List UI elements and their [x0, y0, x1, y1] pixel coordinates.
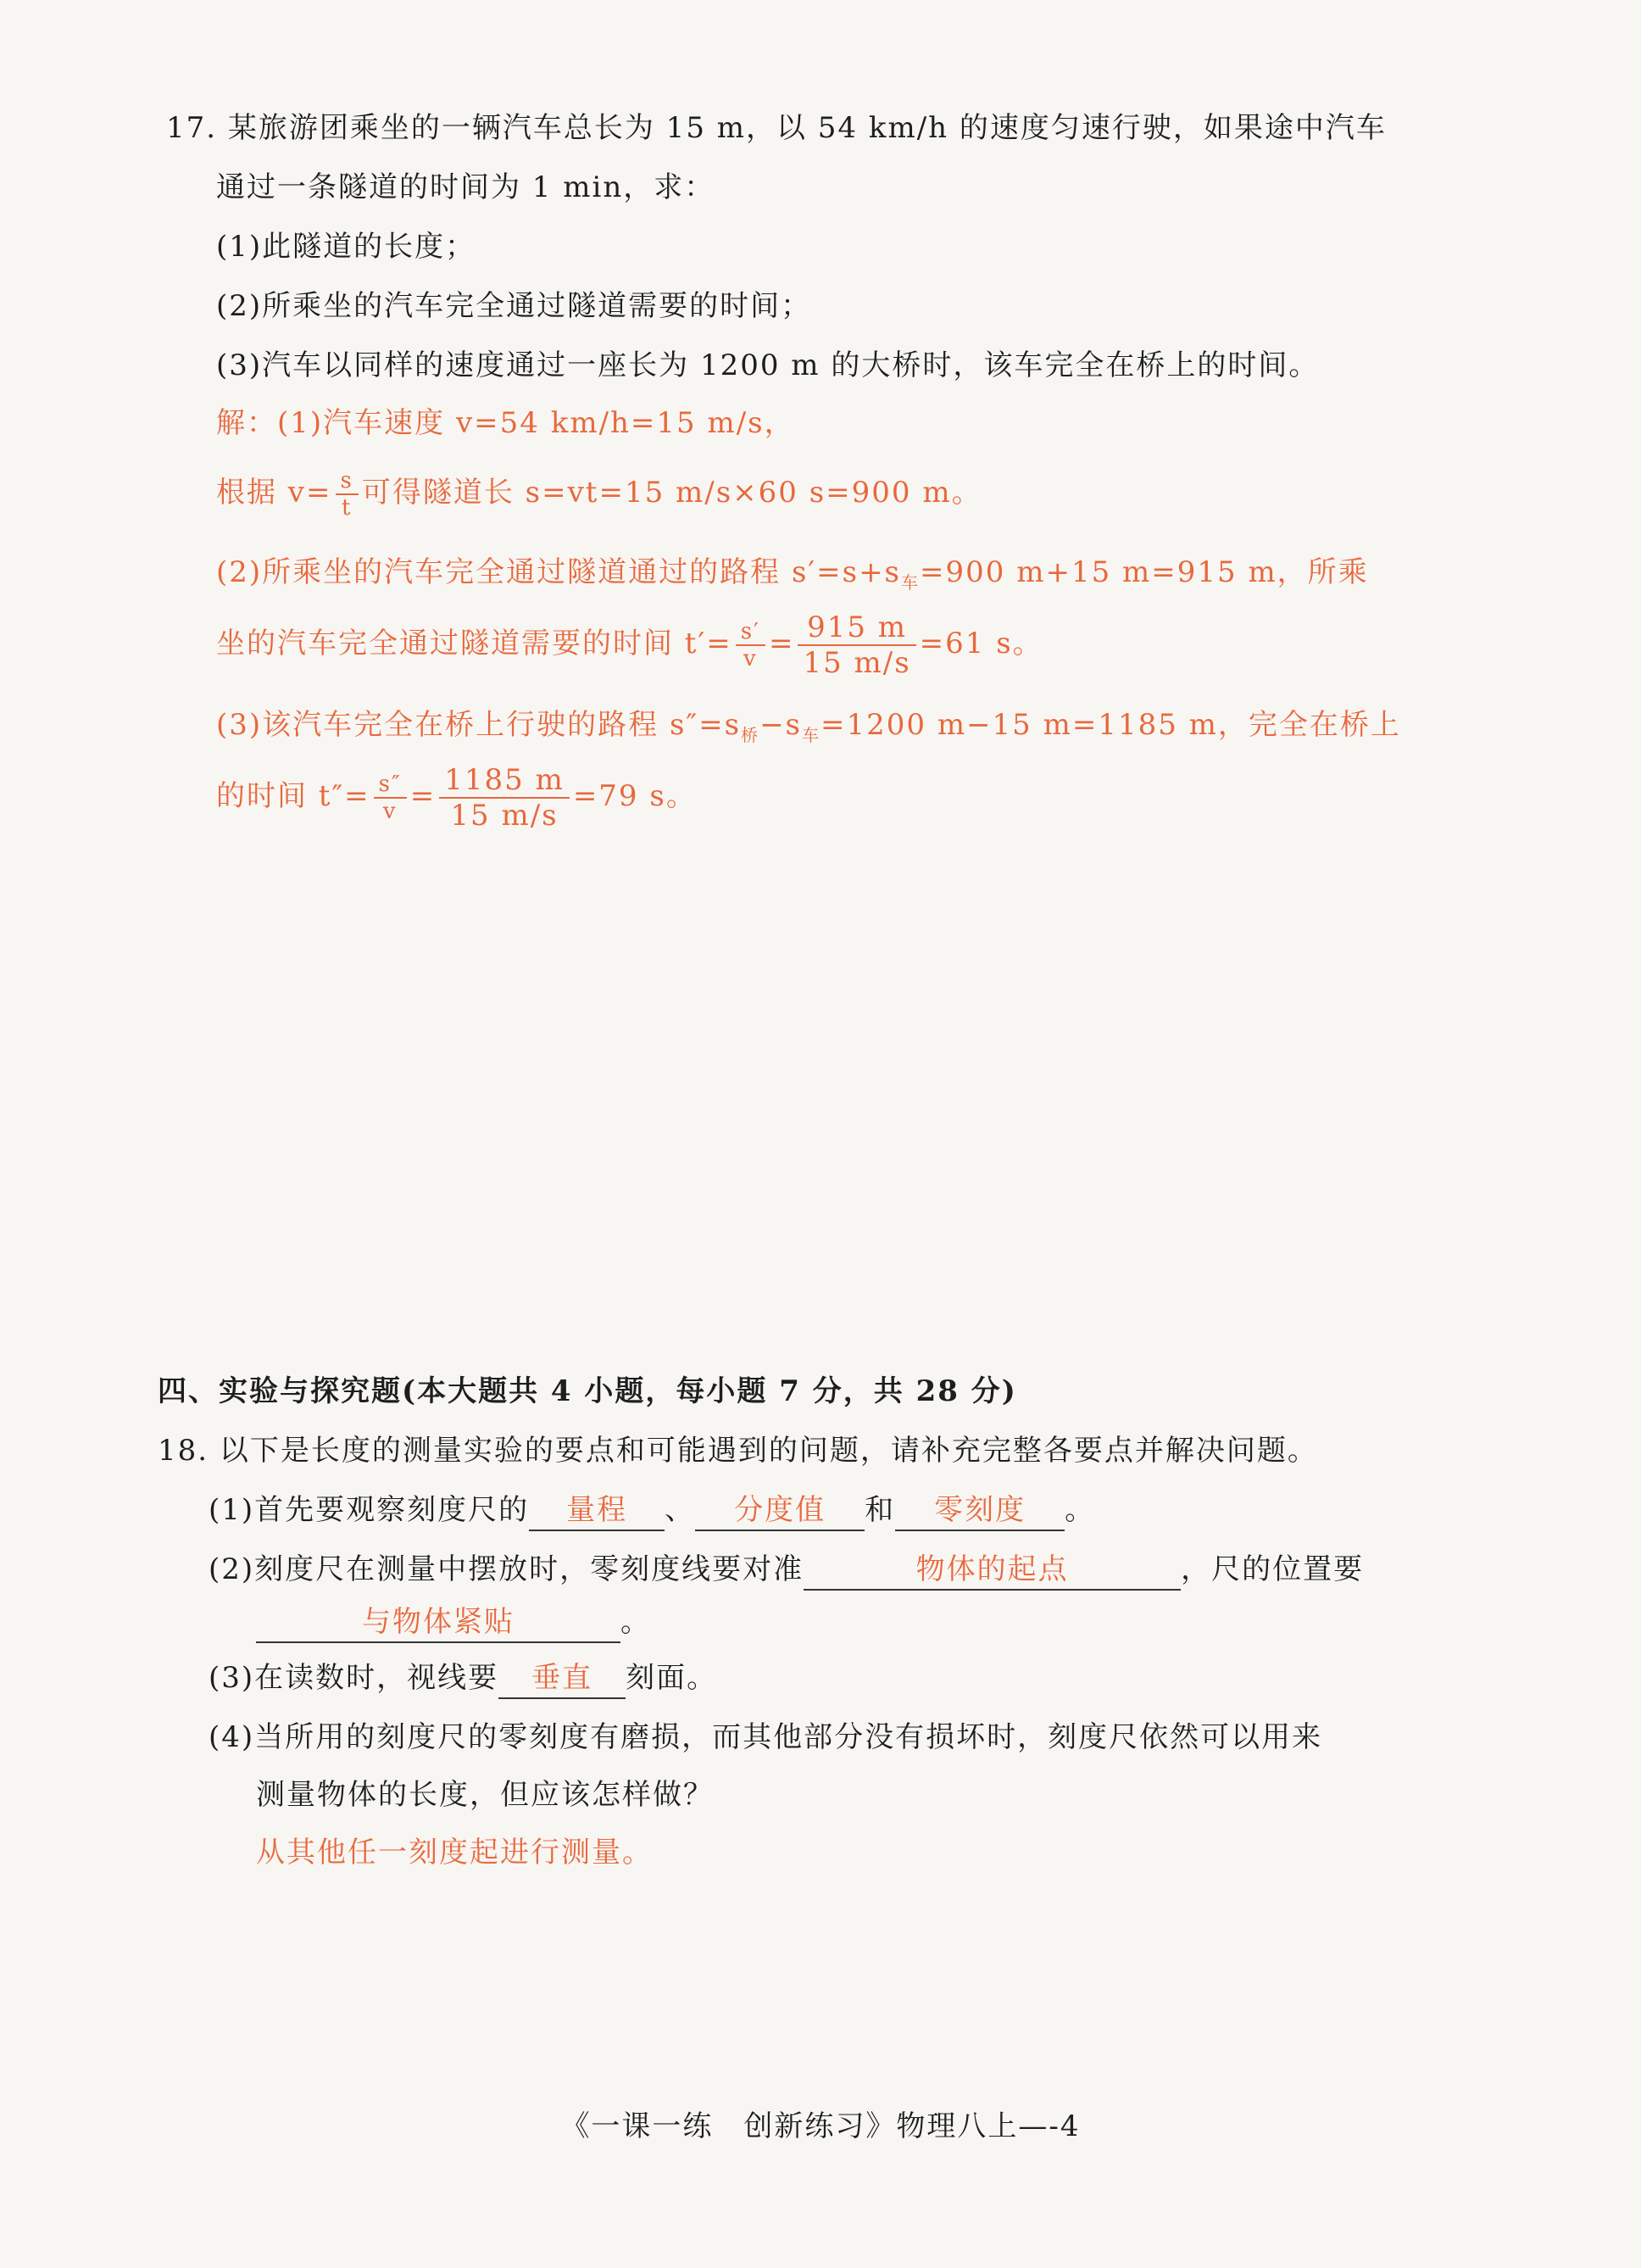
fraction-denominator: 15 m/s [803, 646, 911, 680]
q17-answer-line3 [216, 553, 1369, 602]
q18-part1-end: 。 [1065, 1493, 1096, 1527]
section-heading: 四、实验与探究题(本大题共 4 小题，每小题 7 分，共 28 分) [158, 1374, 1017, 1408]
fraction-numerator: s″ [374, 772, 407, 799]
q17-answer-line6: 的时间 t″= $\frac{s''}{v}$ = $\frac{1185 m}{15 m/s}$ =79 s。 [216, 763, 697, 833]
fraction-s-double-prime-over-v [374, 772, 407, 824]
q17-answer-line3-post: =900 m+15 m=915 m，所乘 [920, 555, 1369, 589]
fraction-denominator: v [382, 799, 398, 824]
fraction-915-over-15 [798, 610, 915, 680]
subscript-car: 车 [901, 571, 921, 593]
fraction-numerator: s′ [736, 619, 765, 646]
fraction-s-prime-over-v [736, 619, 765, 671]
q18-part4-line1: (4)当所用的刻度尺的零刻度有磨损，而其他部分没有损坏时，刻度尺依然可以用来 [209, 1720, 1323, 1754]
q18-part2-end: 。 [620, 1605, 651, 1639]
q17-stem-line1: 17. 某旅游团乘坐的一辆汽车总长为 15 m，以 54 km/h 的速度匀速行驶，如果途中汽车 [166, 111, 1387, 145]
q18-part1-and: 和 [865, 1493, 896, 1527]
fraction-numerator: s [336, 468, 359, 495]
q17-answer-line3-pre: (2)所乘坐的汽车完全通过隧道通过的路程 s′=s+s [216, 555, 902, 589]
fraction-numerator: 1185 m [439, 763, 570, 799]
blank-perpendicular[interactable]: 垂直 [498, 1658, 626, 1699]
q17-answer-line2-pre: 根据 v= [216, 476, 332, 510]
q18-part2-post: ，尺的位置要 [1181, 1552, 1365, 1586]
q18-part3-pre: (3)在读数时，视线要 [209, 1661, 499, 1695]
q18-part2-pre: (2)刻度尺在测量中摆放时，零刻度线要对准 [209, 1552, 804, 1586]
q18-part3 [209, 1658, 717, 1699]
q17-answer-line5-mid: −s [759, 708, 802, 742]
q17-answer-line4-pre: 坐的汽车完全通过隧道需要的时间 t′= [216, 627, 732, 660]
q18-stem: 18. 以下是长度的测量实验的要点和可能遇到的问题，请补充完整各要点并解决问题。 [158, 1434, 1318, 1468]
q18-part1-pre: (1)首先要观察刻度尺的 [209, 1493, 530, 1527]
q17-answer-line6-post: =79 s。 [572, 779, 697, 813]
page-footer: 《一课一练 创新练习》物理八上—-4 [560, 2109, 1081, 2143]
fraction-numerator: 915 m [798, 610, 915, 646]
blank-close-to-object[interactable]: 与物体紧贴 [256, 1602, 620, 1643]
q18-part1 [209, 1491, 1095, 1531]
blank-range[interactable]: 量程 [529, 1491, 665, 1531]
q17-part2: (2)所乘坐的汽车完全通过隧道需要的时间； [216, 289, 812, 323]
fraction-denominator: t [341, 495, 353, 521]
fraction-denominator: 15 m/s [450, 799, 559, 833]
q17-part3: (3)汽车以同样的速度通过一座长为 1200 m 的大桥时，该车完全在桥上的时间。 [216, 348, 1320, 382]
q18-part4-line2: 测量物体的长度，但应该怎样做？ [256, 1778, 714, 1812]
blank-division-value[interactable]: 分度值 [695, 1491, 865, 1531]
q17-answer-line4: 坐的汽车完全通过隧道需要的时间 t′= $\frac{s'}{v}$ = $\frac{915 m}{15 m/s}$ =61 s。 [216, 610, 1043, 680]
subscript-car: 车 [802, 724, 820, 745]
fraction-1185-over-15 [439, 763, 570, 833]
q18-part3-post: 刻面。 [626, 1661, 718, 1695]
blank-object-start[interactable]: 物体的起点 [804, 1550, 1181, 1591]
fraction-v-def [336, 468, 359, 521]
subscript-bridge: 桥 [741, 724, 760, 745]
q18-part4-answer: 从其他任一刻度起进行测量。 [256, 1836, 653, 1870]
blank-zero-mark[interactable]: 零刻度 [895, 1491, 1065, 1531]
q18-part2-line2 [256, 1602, 651, 1643]
q17-answer-line6-pre: 的时间 t″= [216, 779, 370, 813]
q17-answer-line5-post: =1200 m−15 m=1185 m，完全在桥上 [820, 708, 1401, 742]
q17-answer-line4-post: =61 s。 [919, 627, 1043, 660]
q18-part1-sep: 、 [665, 1493, 696, 1527]
fraction-denominator: v [743, 646, 758, 671]
q17-answer-line5-pre: (3)该汽车完全在桥上行驶的路程 s″=s [216, 708, 742, 742]
q17-answer-line5 [216, 705, 1401, 755]
q17-answer-line2-post: 可得隧道长 s=vt=15 m/s×60 s=900 m。 [361, 476, 982, 510]
q17-answer-line2 [216, 468, 982, 521]
q17-answer-line1: 解：(1)汽车速度 v=54 km/h=15 m/s， [216, 406, 795, 440]
q18-part2 [209, 1550, 1364, 1591]
q17-part1: (1)此隧道的长度； [216, 230, 476, 264]
q17-stem-line2: 通过一条隧道的时间为 1 min，求： [216, 170, 715, 204]
